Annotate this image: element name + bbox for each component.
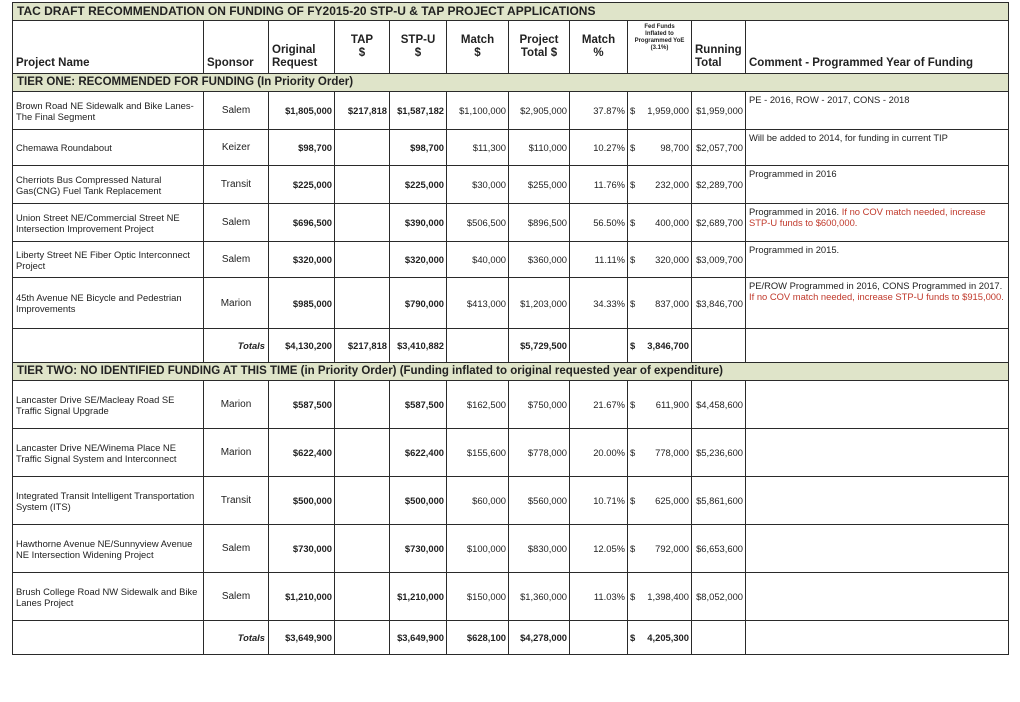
running-total-cell: $3,009,700 — [692, 242, 746, 278]
original-request-cell: $1,210,000 — [269, 573, 335, 621]
fed-funds-cell: $ 778,000 — [628, 429, 692, 477]
match-cell: $506,500 — [447, 204, 509, 242]
match-percent-cell: 56.50% — [570, 204, 628, 242]
comment-cell — [746, 204, 1009, 242]
header-sponsor: Sponsor — [204, 21, 269, 74]
table-row — [13, 92, 1009, 130]
totals-stpu: $3,410,882 — [390, 329, 447, 363]
fed-funds-cell: $ 320,000 — [628, 242, 692, 278]
project-name-cell: Integrated Transit Intelligent Transportation System (ITS) — [13, 477, 204, 525]
project-total-cell: $360,000 — [509, 242, 570, 278]
project-name-cell: Lancaster Drive SE/Macleay Road SE Traffic Signal Upgrade — [13, 381, 204, 429]
project-name-cell: Hawthorne Avenue NE/Sunnyview Avenue NE Intersection Widening Project — [13, 525, 204, 573]
comment-cell — [746, 130, 1009, 166]
totals-stpu: $3,649,900 — [390, 621, 447, 655]
stpu-cell: $225,000 — [390, 166, 447, 204]
totals-match: $628,100 — [447, 621, 509, 655]
match-cell: $100,000 — [447, 525, 509, 573]
tier-one-label: TIER ONE: RECOMMENDED FOR FUNDING (In Priority Order) — [13, 74, 1009, 92]
project-name-cell: Cherriots Bus Compressed Natural Gas(CNG) Fuel Tank Replacement — [13, 166, 204, 204]
header-stpu: STP-U $ — [390, 21, 447, 74]
running-total-cell: $5,861,600 — [692, 477, 746, 525]
stpu-cell: $730,000 — [390, 525, 447, 573]
totals-tap — [335, 621, 390, 655]
project-total-cell: $255,000 — [509, 166, 570, 204]
tier-two-rows — [13, 381, 1009, 621]
original-request-cell: $225,000 — [269, 166, 335, 204]
table-row — [13, 477, 1009, 525]
tap-cell — [335, 166, 390, 204]
comment-text: Programmed in 2016. — [749, 206, 840, 217]
match-percent-cell: 11.11% — [570, 242, 628, 278]
totals-project-total: $5,729,500 — [509, 329, 570, 363]
running-total-cell: $3,846,700 — [692, 278, 746, 329]
comment-text: Programmed in 2016 — [749, 168, 837, 179]
totals-label: Totals — [204, 329, 269, 363]
project-name-cell: Chemawa Roundabout — [13, 130, 204, 166]
totals-fed-funds: $ 3,846,700 — [628, 329, 692, 363]
original-request-cell: $622,400 — [269, 429, 335, 477]
match-percent-cell: 21.67% — [570, 381, 628, 429]
match-cell: $11,300 — [447, 130, 509, 166]
project-total-cell: $2,905,000 — [509, 92, 570, 130]
totals-comment — [746, 329, 1009, 363]
header-fed-funds: Fed Funds Inflated to Programmed YoE (3.1%) — [628, 21, 692, 74]
original-request-cell: $320,000 — [269, 242, 335, 278]
match-cell: $30,000 — [447, 166, 509, 204]
totals-match — [447, 329, 509, 363]
sponsor-cell: Transit — [204, 166, 269, 204]
totals-project-total: $4,278,000 — [509, 621, 570, 655]
comment-text: PE/ROW Programmed in 2016, CONS Programmed in 2017. — [749, 280, 1003, 291]
fed-funds-cell: $ 611,900 — [628, 381, 692, 429]
comment-text: PE - 2016, ROW - 2017, CONS - 2018 — [749, 94, 910, 105]
comment-cell — [746, 166, 1009, 204]
fed-funds-cell: $ 625,000 — [628, 477, 692, 525]
funding-table — [12, 2, 1009, 655]
project-name-cell: Union Street NE/Commercial Street NE Intersection Improvement Project — [13, 204, 204, 242]
header-tap: TAP $ — [335, 21, 390, 74]
project-name-cell: Brush College Road NW Sidewalk and Bike Lanes Project — [13, 573, 204, 621]
totals-match-pct — [570, 329, 628, 363]
match-cell: $155,600 — [447, 429, 509, 477]
sponsor-cell: Transit — [204, 477, 269, 525]
tap-cell — [335, 381, 390, 429]
sponsor-cell: Salem — [204, 92, 269, 130]
match-cell: $413,000 — [447, 278, 509, 329]
running-total-cell: $8,052,000 — [692, 573, 746, 621]
stpu-cell: $320,000 — [390, 242, 447, 278]
sponsor-cell: Salem — [204, 525, 269, 573]
tier-one-rows — [13, 92, 1009, 329]
match-cell: $60,000 — [447, 477, 509, 525]
match-percent-cell: 34.33% — [570, 278, 628, 329]
running-total-cell: $1,959,000 — [692, 92, 746, 130]
running-total-cell: $2,689,700 — [692, 204, 746, 242]
project-total-cell: $896,500 — [509, 204, 570, 242]
tap-cell — [335, 573, 390, 621]
totals-blank — [13, 621, 204, 655]
match-percent-cell: 20.00% — [570, 429, 628, 477]
comment-cell — [746, 477, 1009, 525]
totals-blank — [13, 329, 204, 363]
match-percent-cell: 12.05% — [570, 525, 628, 573]
match-cell: $40,000 — [447, 242, 509, 278]
stpu-cell: $98,700 — [390, 130, 447, 166]
tap-cell — [335, 278, 390, 329]
running-total-cell: $6,653,600 — [692, 525, 746, 573]
header-comment: Comment - Programmed Year of Funding — [746, 21, 1009, 74]
original-request-cell: $730,000 — [269, 525, 335, 573]
original-request-cell: $500,000 — [269, 477, 335, 525]
header-project-total: Project Total $ — [509, 21, 570, 74]
project-name-cell: 45th Avenue NE Bicycle and Pedestrian Improvements — [13, 278, 204, 329]
header-row — [13, 21, 1009, 74]
sponsor-cell: Salem — [204, 204, 269, 242]
sponsor-cell: Salem — [204, 573, 269, 621]
project-total-cell: $1,203,000 — [509, 278, 570, 329]
sponsor-cell: Marion — [204, 381, 269, 429]
project-total-cell: $1,360,000 — [509, 573, 570, 621]
tier-two-totals-row — [13, 621, 1009, 655]
tier-two-header — [13, 363, 1009, 381]
original-request-cell: $696,500 — [269, 204, 335, 242]
stpu-cell: $790,000 — [390, 278, 447, 329]
document-page — [2, 2, 1018, 698]
totals-match-pct — [570, 621, 628, 655]
original-request-cell: $1,805,000 — [269, 92, 335, 130]
sponsor-cell: Keizer — [204, 130, 269, 166]
comment-cell — [746, 242, 1009, 278]
header-match: Match $ — [447, 21, 509, 74]
match-percent-cell: 10.71% — [570, 477, 628, 525]
table-row — [13, 278, 1009, 329]
comment-cell — [746, 381, 1009, 429]
title-row — [13, 3, 1009, 21]
match-cell: $1,100,000 — [447, 92, 509, 130]
comment-cell — [746, 573, 1009, 621]
stpu-cell: $587,500 — [390, 381, 447, 429]
match-percent-cell: 10.27% — [570, 130, 628, 166]
original-request-cell: $985,000 — [269, 278, 335, 329]
match-percent-cell: 11.76% — [570, 166, 628, 204]
table-row — [13, 525, 1009, 573]
header-project-name: Project Name — [13, 21, 204, 74]
original-request-cell: $98,700 — [269, 130, 335, 166]
project-total-cell: $750,000 — [509, 381, 570, 429]
header-running-total: Running Total — [692, 21, 746, 74]
fed-funds-cell: $ 400,000 — [628, 204, 692, 242]
fed-funds-cell: $ 1,959,000 — [628, 92, 692, 130]
totals-comment — [746, 621, 1009, 655]
table-row — [13, 381, 1009, 429]
totals-running — [692, 329, 746, 363]
project-name-cell: Liberty Street NE Fiber Optic Interconnect Project — [13, 242, 204, 278]
tap-cell — [335, 242, 390, 278]
stpu-cell: $1,210,000 — [390, 573, 447, 621]
project-total-cell: $560,000 — [509, 477, 570, 525]
document-title: TAC DRAFT RECOMMENDATION ON FUNDING OF FY2015-20 STP-U & TAP PROJECT APPLICATIONS — [13, 3, 1009, 21]
header-original-request: Original Request — [269, 21, 335, 74]
fed-funds-cell: $ 98,700 — [628, 130, 692, 166]
tap-cell — [335, 477, 390, 525]
comment-note: If no COV match needed, increase STP-U funds to $600,000. — [749, 206, 986, 228]
totals-running — [692, 621, 746, 655]
comment-note: If no COV match needed, increase STP-U funds to $915,000. — [749, 291, 1004, 302]
comment-cell — [746, 278, 1009, 329]
match-cell: $150,000 — [447, 573, 509, 621]
tap-cell: $217,818 — [335, 92, 390, 130]
project-total-cell: $778,000 — [509, 429, 570, 477]
header-match-percent: Match % — [570, 21, 628, 74]
tier-one-totals-row — [13, 329, 1009, 363]
stpu-cell: $500,000 — [390, 477, 447, 525]
sponsor-cell: Salem — [204, 242, 269, 278]
match-cell: $162,500 — [447, 381, 509, 429]
running-total-cell: $5,236,600 — [692, 429, 746, 477]
project-name-cell: Brown Road NE Sidewalk and Bike Lanes-The Final Segment — [13, 92, 204, 130]
running-total-cell: $4,458,600 — [692, 381, 746, 429]
totals-label: Totals — [204, 621, 269, 655]
comment-cell — [746, 92, 1009, 130]
table-row — [13, 429, 1009, 477]
project-total-cell: $110,000 — [509, 130, 570, 166]
table-row — [13, 242, 1009, 278]
comment-cell — [746, 525, 1009, 573]
project-total-cell: $830,000 — [509, 525, 570, 573]
table-row — [13, 204, 1009, 242]
tap-cell — [335, 525, 390, 573]
totals-tap: $217,818 — [335, 329, 390, 363]
project-name-cell: Lancaster Drive NE/Winema Place NE Traffic Signal System and Interconnect — [13, 429, 204, 477]
comment-text: Will be added to 2014, for funding in current TIP — [749, 132, 948, 143]
fed-funds-cell: $ 837,000 — [628, 278, 692, 329]
tap-cell — [335, 130, 390, 166]
table-row — [13, 130, 1009, 166]
comment-text: Programmed in 2015. — [749, 244, 840, 255]
fed-funds-cell: $ 792,000 — [628, 525, 692, 573]
running-total-cell: $2,289,700 — [692, 166, 746, 204]
tap-cell — [335, 204, 390, 242]
stpu-cell: $1,587,182 — [390, 92, 447, 130]
totals-fed-funds: $ 4,205,300 — [628, 621, 692, 655]
match-percent-cell: 37.87% — [570, 92, 628, 130]
tier-two-label: TIER TWO: NO IDENTIFIED FUNDING AT THIS TIME (in Priority Order) (Funding inflated to original requested year of expenditure) — [13, 363, 1009, 381]
match-percent-cell: 11.03% — [570, 573, 628, 621]
totals-original: $4,130,200 — [269, 329, 335, 363]
fed-funds-cell: $ 1,398,400 — [628, 573, 692, 621]
table-row — [13, 166, 1009, 204]
sponsor-cell: Marion — [204, 278, 269, 329]
fed-funds-cell: $ 232,000 — [628, 166, 692, 204]
running-total-cell: $2,057,700 — [692, 130, 746, 166]
stpu-cell: $622,400 — [390, 429, 447, 477]
tier-one-header — [13, 74, 1009, 92]
sponsor-cell: Marion — [204, 429, 269, 477]
stpu-cell: $390,000 — [390, 204, 447, 242]
original-request-cell: $587,500 — [269, 381, 335, 429]
comment-cell — [746, 429, 1009, 477]
table-row — [13, 573, 1009, 621]
totals-original: $3,649,900 — [269, 621, 335, 655]
tap-cell — [335, 429, 390, 477]
